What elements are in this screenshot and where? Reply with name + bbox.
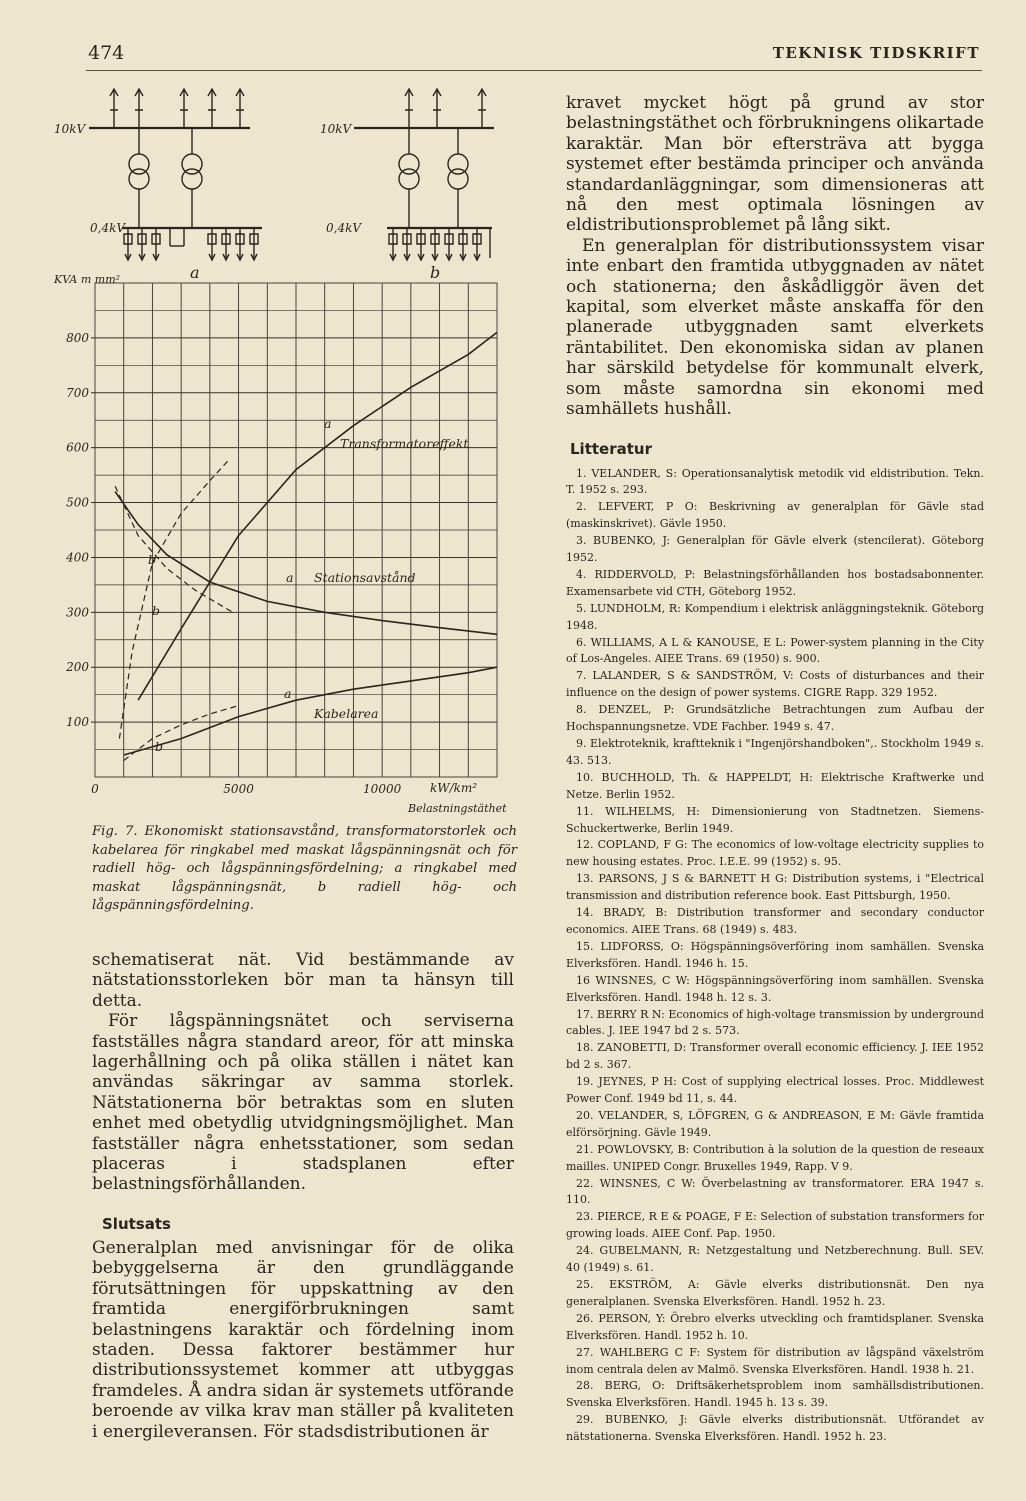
reference-item: 5. LUNDHOLM, R: Kompendium i elektrisk anläggningsteknik. Göteborg 1948. — [566, 601, 984, 632]
reference-item: 4. RIDDERVOLD, P: Belastningsförhållanden hos bostadsabonnenter. Examensarbete vid CTH, Göteborg 1952. — [566, 567, 984, 598]
reference-item: 29. BUBENKO, J: Gävle elverks distributionsnät. Utförandet av nätstationerna. Svenska Elverksfören. Handl. 1952 h. 23. — [566, 1413, 984, 1444]
reference-item: 26. PERSON, Y: Örebro elverks utveckling och framtidsplaner. Svenska Elverksfören. Handl. 1952 h. 10. — [566, 1311, 984, 1342]
y-tick-label: 800 — [66, 330, 89, 345]
chart-grid — [95, 283, 497, 777]
series-line — [115, 486, 233, 612]
reference-item: 21. POWLOVSKY, B: Contribution à la solution de la question de reseaux mailles. UNIPED Congr. Bruxelles 1949, Rapp. V 9. — [566, 1142, 984, 1173]
figure-7 — [52, 78, 522, 828]
reference-item: 14. BRADY, B: Distribution transformer and secondary conductor economics. AIEE Trans. 68 (1949) s. 483. — [566, 906, 984, 936]
reference-item: 28. BERG, O: Driftsäkerhetsproblem inom samhällsdistributionen. Svenska Elverksfören. Handl. 1945 h. 13 s. 39. — [566, 1379, 984, 1410]
reference-item: 9. Elektroteknik, kraftteknik i "Ingenjörshandboken",. Stockholm 1949 s. 43. 513. — [566, 737, 984, 767]
series-line — [138, 332, 497, 700]
x-axis-title: Belastningstäthet — [408, 802, 507, 815]
curve-tag-a-station: a — [286, 570, 294, 585]
hv-label-b: 10kV — [320, 122, 352, 136]
y-tick-label: 200 — [66, 660, 89, 675]
header-rule — [86, 70, 982, 71]
series-line — [119, 459, 230, 739]
chart-ticks — [65, 331, 401, 796]
y-tick-label: 300 — [66, 605, 89, 620]
diagram-letter-b: b — [430, 263, 441, 282]
reference-item: 19. JEYNES, P H: Cost of supplying electrical losses. Proc. Middlewest Power Conf. 1949 bd 11, s. 44. — [566, 1075, 984, 1106]
figure-svg — [52, 78, 522, 828]
curve-label-station: Stationsavstånd — [314, 570, 416, 585]
section-heading: Slutsats — [102, 1214, 171, 1233]
lv-label-a: 0,4kV — [90, 221, 126, 235]
left-paragraph: schematiserat nät. Vid bestämmande av nätstationsstorleken bör man ta hänsyn till detta. — [92, 950, 514, 1011]
right-column — [566, 93, 984, 1446]
reference-item: 13. PARSONS, J S & BARNETT H G: Distribution systems, i "Electrical transmission and distribution reference book. East Pittsburgh, 1950. — [566, 872, 984, 903]
figure-caption: Fig. 7. Ekonomiskt stationsavstånd, transformatorstorlek och kabelarea för ringkabel med maskat lågspänningsnät och för radiell hög- och lågspänningsfördelning; a ringkabel med maskat lågspänningsnät, b radiell hög- och lågspänningsfördelning. — [92, 824, 517, 914]
y-tick-label: 700 — [66, 385, 89, 400]
reference-item: 22. WINSNES, C W: Överbelastning av transformatorer. ERA 1947 s. 110. — [566, 1176, 984, 1207]
lv-label-b: 0,4kV — [326, 221, 362, 235]
reference-item: 17. BERRY R N: Economics of high-voltage transmission by underground cables. J. IEE 1947 bd 2 s. 573. — [566, 1007, 984, 1038]
x-tick-label: 0 — [91, 782, 99, 796]
curve-label-transformer: Transformatoreffekt — [340, 436, 469, 451]
y-axis-label: KVA m mm² — [54, 273, 121, 286]
y-tick-label: 400 — [66, 550, 89, 565]
reference-item: 10. BUCHHOLD, Th. & HAPPELDT, H: Elektrische Kraftwerke und Netze. Berlin 1952. — [566, 770, 984, 801]
reference-item: 18. ZANOBETTI, D: Transformer overall economic efficiency. J. IEE 1952 bd 2 s. 367. — [566, 1041, 984, 1072]
reference-item: 2. LEFVERT, P O: Beskrivning av generalplan för Gävle stad (maskinskrivet). Gävle 1950. — [566, 500, 984, 531]
right-paragraph: En generalplan för distributionssystem visar inte enbart den framtida utbyggnaden av nätet och stationerna; den åskådliggör även det kapital, som elverket måste anskaffa för den planerade utbyggnaden samt elverkets räntabilitet. Den ekonomiska sidan av planen har särskild betydelse för kommunalt elverk, som måste samordna sin ekonomi med samhällets hushåll. — [566, 235, 984, 420]
page-number: 474 — [88, 42, 125, 64]
reference-item: 20. VELANDER, S, LÖFGREN, G & ANDREASON, E M: Gävle framtida elförsörjning. Gävle 1949. — [566, 1108, 984, 1139]
diagram-letter-a: a — [190, 263, 200, 282]
series-line — [124, 667, 497, 755]
reference-item: 27. WAHLBERG C F: System för distribution av lågspänd växelström inom centrala delen av Malmö. Svenska Elverksfören. Handl. 1938 h. 21. — [566, 1345, 984, 1376]
left-column — [92, 950, 514, 1442]
curve-tag-b-transformer: b — [152, 603, 161, 618]
reference-item: 11. WILHELMS, H: Dimensionierung von Stadtnetzen. Siemens-Schuckertwerke, Berlin 1949. — [566, 804, 984, 835]
reference-item: 15. LIDFORSS, O: Högspänningsöverföring inom samhällen. Svenska Elverksfören. Handl. 1946 h. 15. — [566, 939, 984, 970]
curve-tag-b-station: b — [148, 552, 157, 567]
curve-tag-b-cable: b — [155, 739, 164, 754]
reference-item: 7. LALANDER, S & SANDSTRÖM, V: Costs of disturbances and their influence on the design of power systems. CIGRE Rapp. 329 1952. — [566, 669, 984, 700]
right-paragraph: kravet mycket högt på grund av stor belastningstäthet och förbrukningens olikartade karaktär. Man bör eftersträva att bygga systemet efter bestämda principer och använda standardanläggningar, som dimensioneras att nå den mest optimala lösningen av eldistributionsproblemet på lång sikt. — [566, 93, 985, 236]
left-paragraph: För lågspänningsnätet och serviserna fastställes några standard areor, för att minska lagerhållning och på olika ställen i nätet kan användas säkringar av samma storlek. Nätstationerna bör betraktas som en sluten enhet med obetydlig utvidgningsmöjlighet. Man fastställer några enhetsstationer, som sedan placeras i stadsplanen efter belastningsförhållanden. — [92, 1011, 514, 1195]
reference-item: 8. DENZEL, P: Grundsätzliche Betrachtungen zum Aufbau der Hochspannungsnetze. VDE Fachber. 1949 s. 47. — [566, 703, 984, 734]
reference-item: 24. GUBELMANN, R: Netzgestaltung und Netzberechnung. Bull. SEV. 40 (1949) s. 61. — [566, 1244, 984, 1275]
reference-item: 16 WINSNES, C W: Högspänningsöverföring inom samhällen. Svenska Elverksfören. Handl. 1948 h. 12 s. 3. — [566, 973, 984, 1004]
schematic-b — [354, 89, 494, 260]
reference-list — [566, 466, 984, 1447]
journal-title: TEKNISK TIDSKRIFT — [772, 44, 980, 62]
hv-label-a: 10kV — [54, 122, 86, 136]
curve-tag-a-transformer: a — [324, 416, 332, 431]
x-tick-label: 10000 — [363, 782, 402, 796]
y-tick-label: 500 — [66, 495, 89, 510]
x-tick-label: 5000 — [223, 782, 254, 796]
reference-item: 6. WILLIAMS, A L & KANOUSE, E L: Power-system planning in the City of Los-Angeles. AIEE Trans. 69 (1950) s. 900. — [566, 635, 984, 666]
curve-label-cable: Kabelarea — [314, 706, 379, 721]
x-axis-unit: kW/km² — [430, 781, 478, 795]
conclusion-paragraph: Generalplan med anvisningar för de olika bebyggelserna är den grundläggande förutsättningen för uppskattning av den framtida energiförbrukningen samt belastningens karaktär och fördelning inom staden. Dessa faktorer bestämmer hur distributionssystemet kommer att utbyggas framdeles. Å andra sidan är systemets utförande beroende av vilka krav man ställer på kvaliteten i energileveransen. För stadsdistributionen är — [92, 1237, 514, 1442]
curve-tag-a-cable: a — [284, 686, 292, 701]
reference-item: 23. PIERCE, R E & POAGE, F E: Selection of substation transformers for growing loads. AIEE Conf. Pap. 1950. — [566, 1210, 984, 1241]
y-tick-label: 600 — [66, 440, 89, 455]
literature-heading: Litteratur — [570, 439, 652, 458]
reference-item: 12. COPLAND, F G: The economics of low-voltage electricity supplies to new housing estates. Proc. I.E.E. 99 (1952) s. 95. — [566, 838, 984, 869]
reference-item: 3. BUBENKO, J: Generalplan för Gävle elverk (stencilerat). Göteborg 1952. — [566, 534, 984, 565]
y-tick-label: 100 — [66, 715, 89, 730]
reference-item: 1. VELANDER, S: Operationsanalytisk metodik vid eldistribution. Tekn. T. 1952 s. 293. — [566, 466, 984, 497]
reference-item: 25. EKSTRÖM, A: Gävle elverks distributionsnät. Den nya generalplanen. Svenska Elverksfören. Handl. 1952 h. 23. — [566, 1278, 984, 1308]
